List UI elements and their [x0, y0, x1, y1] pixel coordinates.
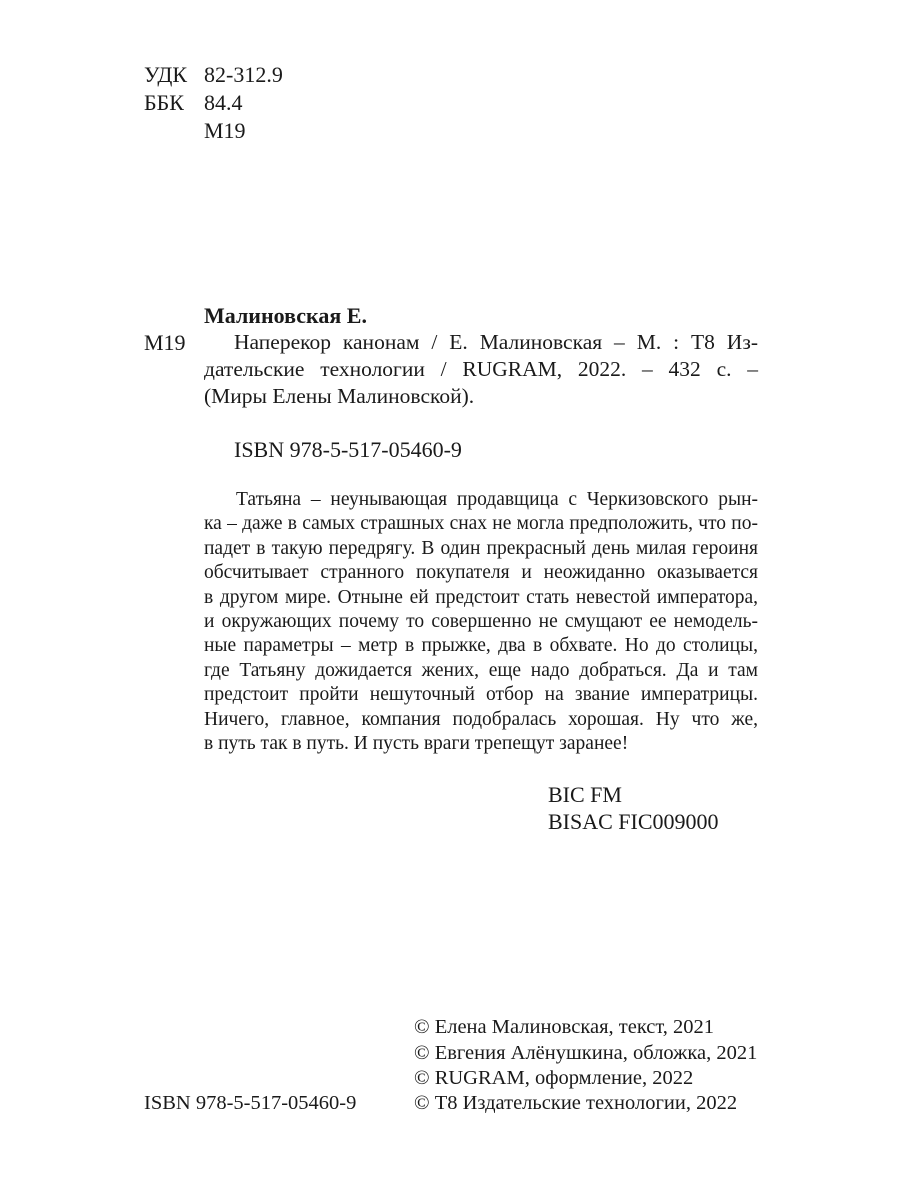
bib-line: Наперекор канонам / Е. Малиновская – М. : Т8 Из-: [234, 330, 758, 354]
annotation-line: Татьяна – неунывающая продавщица с Черкизовского рын-: [236, 489, 758, 510]
annotation-line: и окружающих почему то совершенно не смущают ее немодель-: [204, 610, 758, 632]
bib-line: дательские технологии / RUGRAM, 2022. – 432 с. –: [204, 357, 758, 381]
author-mark: М19: [204, 118, 246, 143]
udk-label: УДК: [144, 62, 188, 87]
annotation-line: Ничего, главное, компания подобралась хорошая. Ну что же,: [204, 708, 758, 730]
annotation-line: падет в такую передрягу. В один прекрасный день милая героиня: [204, 537, 758, 559]
annotation-line: в путь так в путь. И пусть враги трепещут заранее!: [204, 732, 629, 754]
annotation-line: обсчитывает странного покупателя и неожиданно оказывается: [204, 562, 758, 584]
bib-isbn: ISBN 978-5-517-05460-9: [234, 437, 462, 462]
annotation-line: предстоит пройти нешуточный отбор на звание императрицы.: [204, 684, 758, 706]
copyright-line: © Евгения Алёнушкина, обложка, 2021: [414, 1042, 758, 1064]
annotation-line: ка – даже в самых страшных снах не могла предположить, что по-: [204, 513, 758, 535]
bbk-value: 84.4: [204, 90, 243, 115]
annotation-line: ные параметры – метр в прыжке, два в обхвате. Но до столицы,: [204, 635, 758, 657]
footer-isbn: ISBN 978-5-517-05460-9: [144, 1092, 357, 1114]
copyright-line: © RUGRAM, оформление, 2022: [414, 1067, 694, 1089]
bbk-label: ББК: [144, 90, 184, 115]
bic-code: BIC FM: [548, 782, 622, 807]
annotation-line: где Татьяну дожидается жених, еще надо добраться. Да и там: [204, 659, 758, 681]
bib-line: (Миры Елены Малиновской).: [204, 384, 475, 408]
annotation-line: в другом мире. Отныне ей предстоит стать невестой императора,: [204, 586, 758, 608]
bisac-code: BISAC FIC009000: [548, 809, 719, 834]
annotation-paragraph: [204, 488, 758, 756]
side-author-mark: М19: [144, 330, 186, 355]
copyright-line: © Т8 Издательские технологии, 2022: [414, 1092, 738, 1114]
udk-value: 82-312.9: [204, 62, 283, 87]
author-heading: Малиновская Е.: [204, 303, 367, 328]
bibliographic-description: [204, 329, 758, 410]
copyright-line: © Елена Малиновская, текст, 2021: [414, 1016, 715, 1038]
